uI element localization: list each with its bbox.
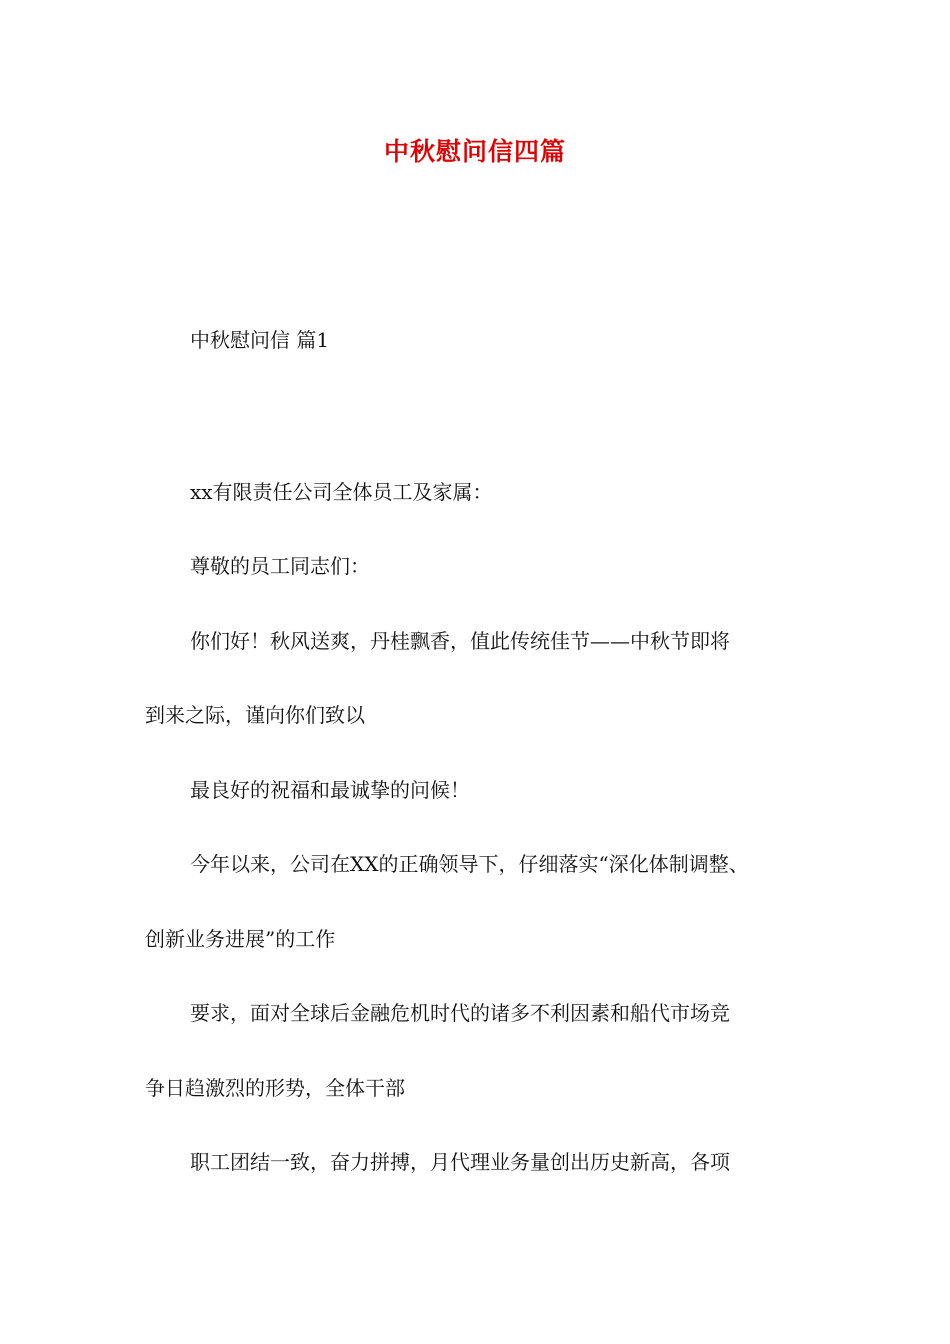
document-title: 中秋慰问信四篇 — [383, 137, 566, 166]
paragraph-line: 创新业务进展”的工作 — [145, 927, 336, 951]
paragraph-line: 你们好！秋风送爽，丹桂飘香，值此传统佳节——中秋节即将 — [190, 629, 730, 653]
section-heading: 中秋慰问信 篇1 — [190, 328, 330, 352]
paragraph-line: 要求，面对全球后金融危机时代的诸多不利因素和船代市场竞 — [190, 1001, 730, 1025]
greeting-line: 尊敬的员工同志们： — [190, 554, 370, 578]
paragraph-line: 今年以来，公司在XX的正确领导下，仔细落实“深化体制调整、 — [190, 852, 749, 876]
paragraph-line: 争日趋激烈的形势，全体干部 — [145, 1076, 405, 1100]
paragraph-line: 到来之际，谨向你们致以 — [145, 703, 365, 727]
paragraph-line: 职工团结一致，奋力拼搏，月代理业务量创出历史新高，各项 — [190, 1150, 730, 1174]
paragraph-line: 最良好的祝福和最诚挚的问候！ — [190, 778, 470, 802]
salutation-line: xx有限责任公司全体员工及家属： — [190, 480, 493, 504]
